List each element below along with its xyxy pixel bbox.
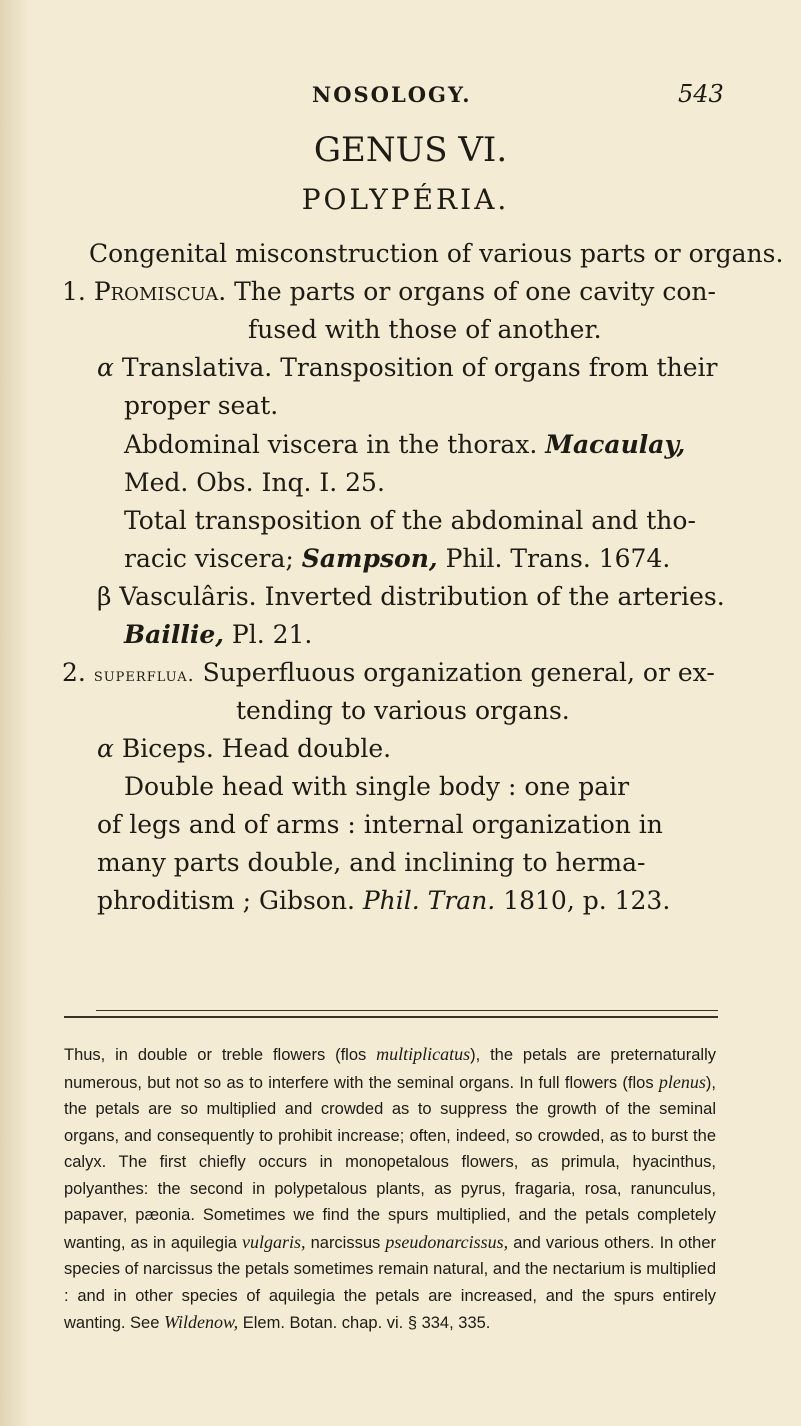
variety-definition: Inverted distribution of the arteries. [264, 582, 725, 611]
variety-definition: Transposition of organs from their [280, 353, 718, 382]
genus-heading: GENUS VI. [313, 130, 508, 170]
order-heading: POLYPÉRIA. [301, 183, 510, 216]
footnote-rule [96, 1010, 718, 1011]
latin-term: vulgaris, [242, 1231, 306, 1252]
abdominal-text: Abdominal viscera in the thorax. [124, 430, 538, 459]
species-definition: Superfluous organization general, or ex- [202, 658, 715, 687]
variety-b-line-1 [97, 578, 725, 616]
variety-name: Translativa. [121, 353, 273, 382]
footnote-text: ), the petals are so multiplied and crowded as to suppress the growth of the seminal organs, and consequently to prohibit increase; often, indeed, so crowded, as to burst the calyx. The first chiefly occurs in monopetalous flowers, as primula, hyacinthus, polyanthes: the second in polypetalous plants, as pyrus, fragaria, rosa, ranunculus, papaver, pæonia. Sometimes we find the spurs multiplied, and the petals completely wanting, as in aquilegia [64, 1073, 716, 1252]
species-2-line-2: tending to various organs. [236, 696, 570, 725]
species-definition: The parts or organs of one cavity con- [234, 277, 716, 306]
variety-a-line-2: proper seat. [124, 391, 279, 420]
biceps-line-3: of legs and of arms : internal organization in [97, 810, 663, 839]
species-number: 2. [62, 658, 86, 687]
citation: 1810, p. 123. [503, 886, 671, 915]
species-1-line-1 [62, 273, 716, 311]
latin-term: pseudonarcissus, [385, 1231, 509, 1252]
biceps-text: phroditism ; Gibson. [97, 886, 355, 915]
author-name: Macaulay, [545, 430, 686, 459]
footnote-text: ), the petals are preternaturally numerous, but not so as to interfere with the seminal organs. In full flowers (flos [64, 1046, 716, 1092]
author-name: Sampson, [301, 544, 438, 573]
footnote-text: Thus, in double or treble flowers (flos [64, 1046, 377, 1064]
species-number: 1. [62, 277, 86, 306]
citation: Pl. 21. [231, 620, 313, 649]
footnote [64, 1041, 716, 1337]
species-1-line-2: fused with those of another. [248, 315, 602, 344]
biceps-line-1 [97, 730, 391, 768]
intro-line: Congenital misconstruction of various parts or organs. [89, 239, 784, 268]
latin-term: plenus [658, 1071, 706, 1092]
footnote-text: Elem. Botan. chap. vi. § 334, 335. [238, 1314, 491, 1332]
variety-letter: α [97, 353, 114, 382]
biceps-line-2: Double head with single body : one pair [124, 772, 630, 801]
total-line-2 [124, 540, 670, 578]
species-2-line-1 [62, 654, 715, 694]
author-name: Baillie, [124, 620, 224, 649]
latin-term: multiplicatus [376, 1044, 471, 1064]
journal-name: Phil. Tran. [362, 886, 496, 915]
total-line-1: Total transposition of the abdominal and tho- [124, 506, 696, 535]
variety-name: Vasculâris. [119, 582, 257, 611]
running-header: NOSOLOGY. [312, 82, 472, 107]
total-text: racic viscera; [124, 544, 294, 573]
abdominal-line-2: Med. Obs. Inq. I. 25. [124, 468, 385, 497]
variety-definition: Biceps. Head double. [121, 734, 392, 763]
abdominal-line-1 [124, 426, 685, 464]
page-number: 543 [678, 80, 724, 108]
biceps-line-4: many parts double, and inclining to herma- [97, 848, 646, 877]
biceps-line-5 [97, 882, 670, 920]
species-name: Promiscua. [93, 277, 227, 306]
author-name: Wildenow, [163, 1312, 239, 1332]
species-name: superflua. [93, 664, 195, 686]
citation: Phil. Trans. 1674. [445, 544, 671, 573]
footnote-text: narcissus [305, 1233, 386, 1252]
footnote-rule-thick [64, 1016, 718, 1018]
variety-b-line-2 [124, 616, 312, 654]
footnote-text: and various others. In other species of narcissus the petals sometimes remain natural, and the nectarium is multiplied : and in other species of aquilegia the petals are increased, and the spurs entirely wanting. See [64, 1233, 717, 1332]
variety-letter: α [97, 734, 114, 763]
variety-a-line-1 [97, 349, 718, 387]
variety-letter: β [97, 582, 112, 611]
